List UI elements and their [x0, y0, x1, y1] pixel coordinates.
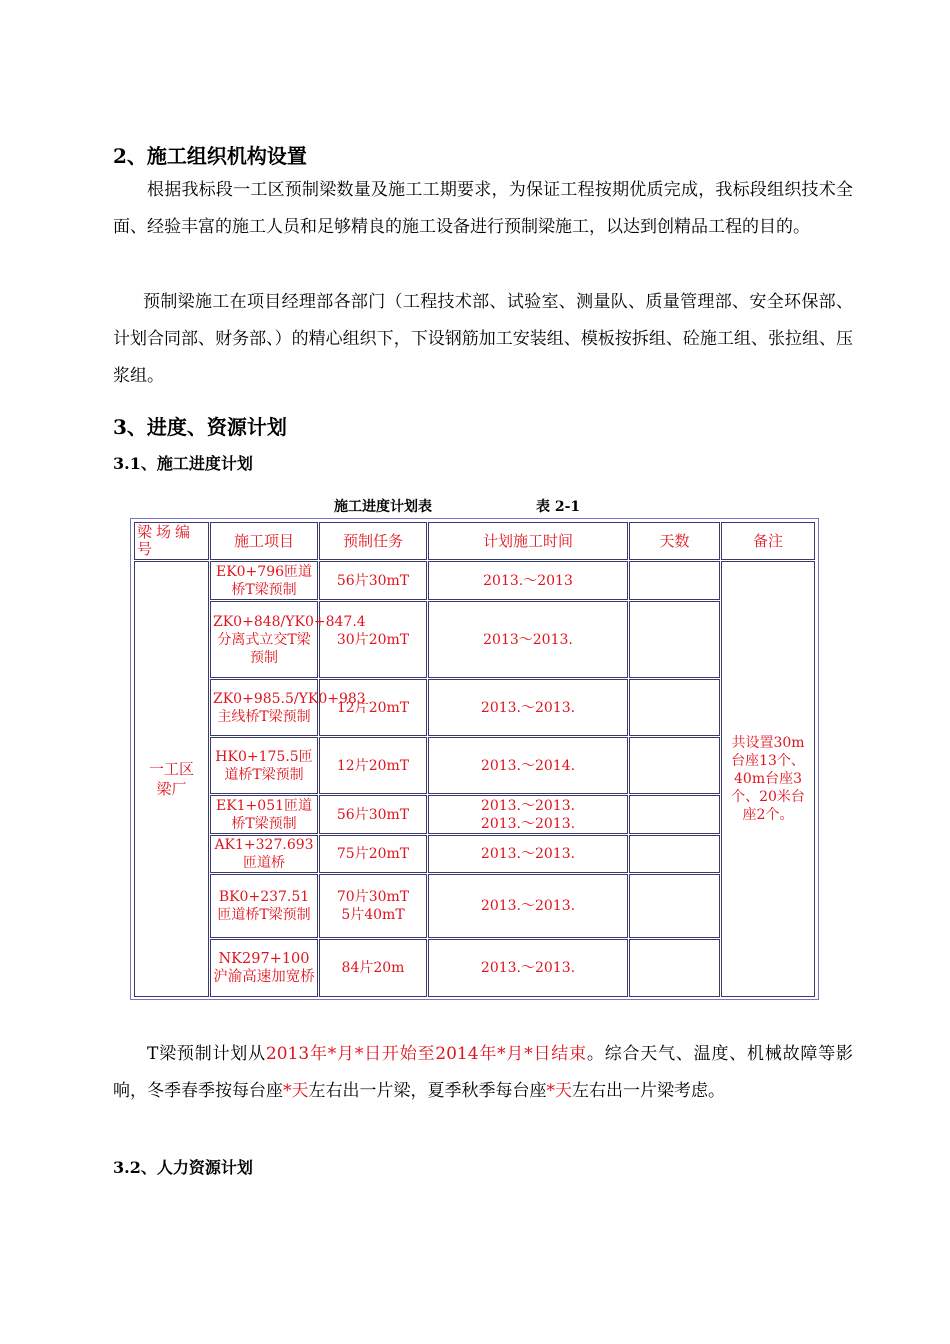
table-row: [134, 835, 815, 873]
table-row: [134, 795, 815, 834]
schedule-table: [133, 521, 816, 998]
row-days: [629, 737, 720, 794]
table-header-row: [134, 522, 815, 560]
row-task: 30片20mT: [319, 601, 427, 678]
row-time: 2013.～2013.: [428, 835, 628, 873]
row-task: 12片20mT: [319, 737, 427, 794]
table-number: 表 2-1: [536, 499, 581, 515]
header-time: 计划施工时间: [428, 522, 628, 560]
row-days: [629, 561, 720, 600]
section-2-paragraph-1: 根据我标段一工区预制梁数量及施工工期要求，为保证工程按期优质完成，我标段组织技术全面、经验丰富的施工人员和足够精良的施工设备进行预制梁施工，以达到创精品工程的目的。: [113, 180, 853, 237]
row-time: 2013.～2013.: [428, 874, 628, 938]
header-task: 预制任务: [319, 522, 427, 560]
schedule-table-frame: [130, 518, 819, 1000]
row-item: ZK0+985.5/YK0+983主线桥T梁预制: [210, 679, 318, 736]
section-3-2-heading: 3.2、人力资源计划: [113, 1158, 253, 1177]
row-time: [428, 795, 628, 834]
table-row: [134, 679, 815, 736]
row-time: 2013.～2013.: [428, 679, 628, 736]
section-2-paragraph-2: 预制梁施工在项目经理部各部门（工程技术部、试验室、测量队、质量管理部、安全环保部、计划合同部、财务部、）的精心组织下，下设钢筋加工安装组、模板按拆组、砼施工组、张拉组、压浆组。: [113, 292, 853, 386]
row-item: EK0+796匝道桥T梁预制: [210, 561, 318, 600]
plan-suffix: 左右出一片梁考虑。: [572, 1081, 725, 1101]
table-row: [134, 601, 815, 678]
plan-winter-days: *天: [283, 1081, 309, 1101]
header-days: 天数: [629, 522, 720, 560]
row-days: [629, 835, 720, 873]
row-task: 84片20m: [319, 939, 427, 997]
header-note: 备注: [721, 522, 815, 560]
row-time-line-1: 2013.～2013.: [480, 797, 576, 814]
header-project: 施工项目: [210, 522, 318, 560]
table-row: [134, 561, 815, 600]
table-caption: 施工进度计划表: [334, 499, 432, 515]
row-task: 56片30mT: [319, 795, 427, 834]
row-time: 2013.～2013: [428, 561, 628, 600]
row-days: [629, 679, 720, 736]
row-item: ZK0+848/YK0+847.4分离式立交T梁预制: [210, 601, 318, 678]
row-time: 2013.～2013.: [428, 939, 628, 997]
note-cell: 共设置30m台座13个、40m台座3个、20米台座2个。: [721, 561, 815, 997]
row-item: BK0+237.51匝道桥T梁预制: [210, 874, 318, 938]
row-task-line-2: 5片40mT: [341, 907, 405, 923]
row-task: 12片20mT: [319, 679, 427, 736]
row-item: AK1+327.693匝道桥: [210, 835, 318, 873]
row-days: [629, 939, 720, 997]
row-days: [629, 874, 720, 938]
plan-summer-days: *天: [546, 1081, 572, 1101]
section-3-1-heading: 3.1、施工进度计划: [113, 454, 253, 473]
plan-paragraph: [113, 1036, 853, 1110]
section-2-heading: 2、施工组织机构设置: [113, 144, 307, 168]
plan-period: 2013年*月*日开始至2014年*月*日结束: [265, 1044, 587, 1064]
row-days: [629, 795, 720, 834]
table-row: [134, 737, 815, 794]
row-task: [319, 874, 427, 938]
row-time: 2013.～2014.: [428, 737, 628, 794]
row-days: [629, 601, 720, 678]
plan-mid: 。综合天气、温度、机械故障等影响，冬季春季按每台座: [113, 1044, 854, 1101]
row-time-line-2: 2013.～2013.: [480, 815, 576, 832]
table-row: [134, 939, 815, 997]
plan-prefix: T梁预制计划从: [147, 1044, 266, 1064]
header-yard-no: 梁场编号: [134, 522, 209, 560]
row-item: NK297+100沪渝高速加宽桥: [210, 939, 318, 997]
row-task: 56片30mT: [319, 561, 427, 600]
section-3-heading: 3、进度、资源计划: [113, 415, 287, 439]
row-task-line-1: 70片30mT: [336, 889, 410, 905]
row-time: 2013～2013.: [428, 601, 628, 678]
plan-mid2: 左右出一片梁，夏季秋季每台座: [308, 1081, 547, 1101]
row-item: EK1+051匝道桥T梁预制: [210, 795, 318, 834]
table-row: [134, 874, 815, 938]
yard-cell: 一工区梁厂: [134, 561, 209, 997]
row-task: 75片20mT: [319, 835, 427, 873]
row-item: HK0+175.5匝道桥T梁预制: [210, 737, 318, 794]
